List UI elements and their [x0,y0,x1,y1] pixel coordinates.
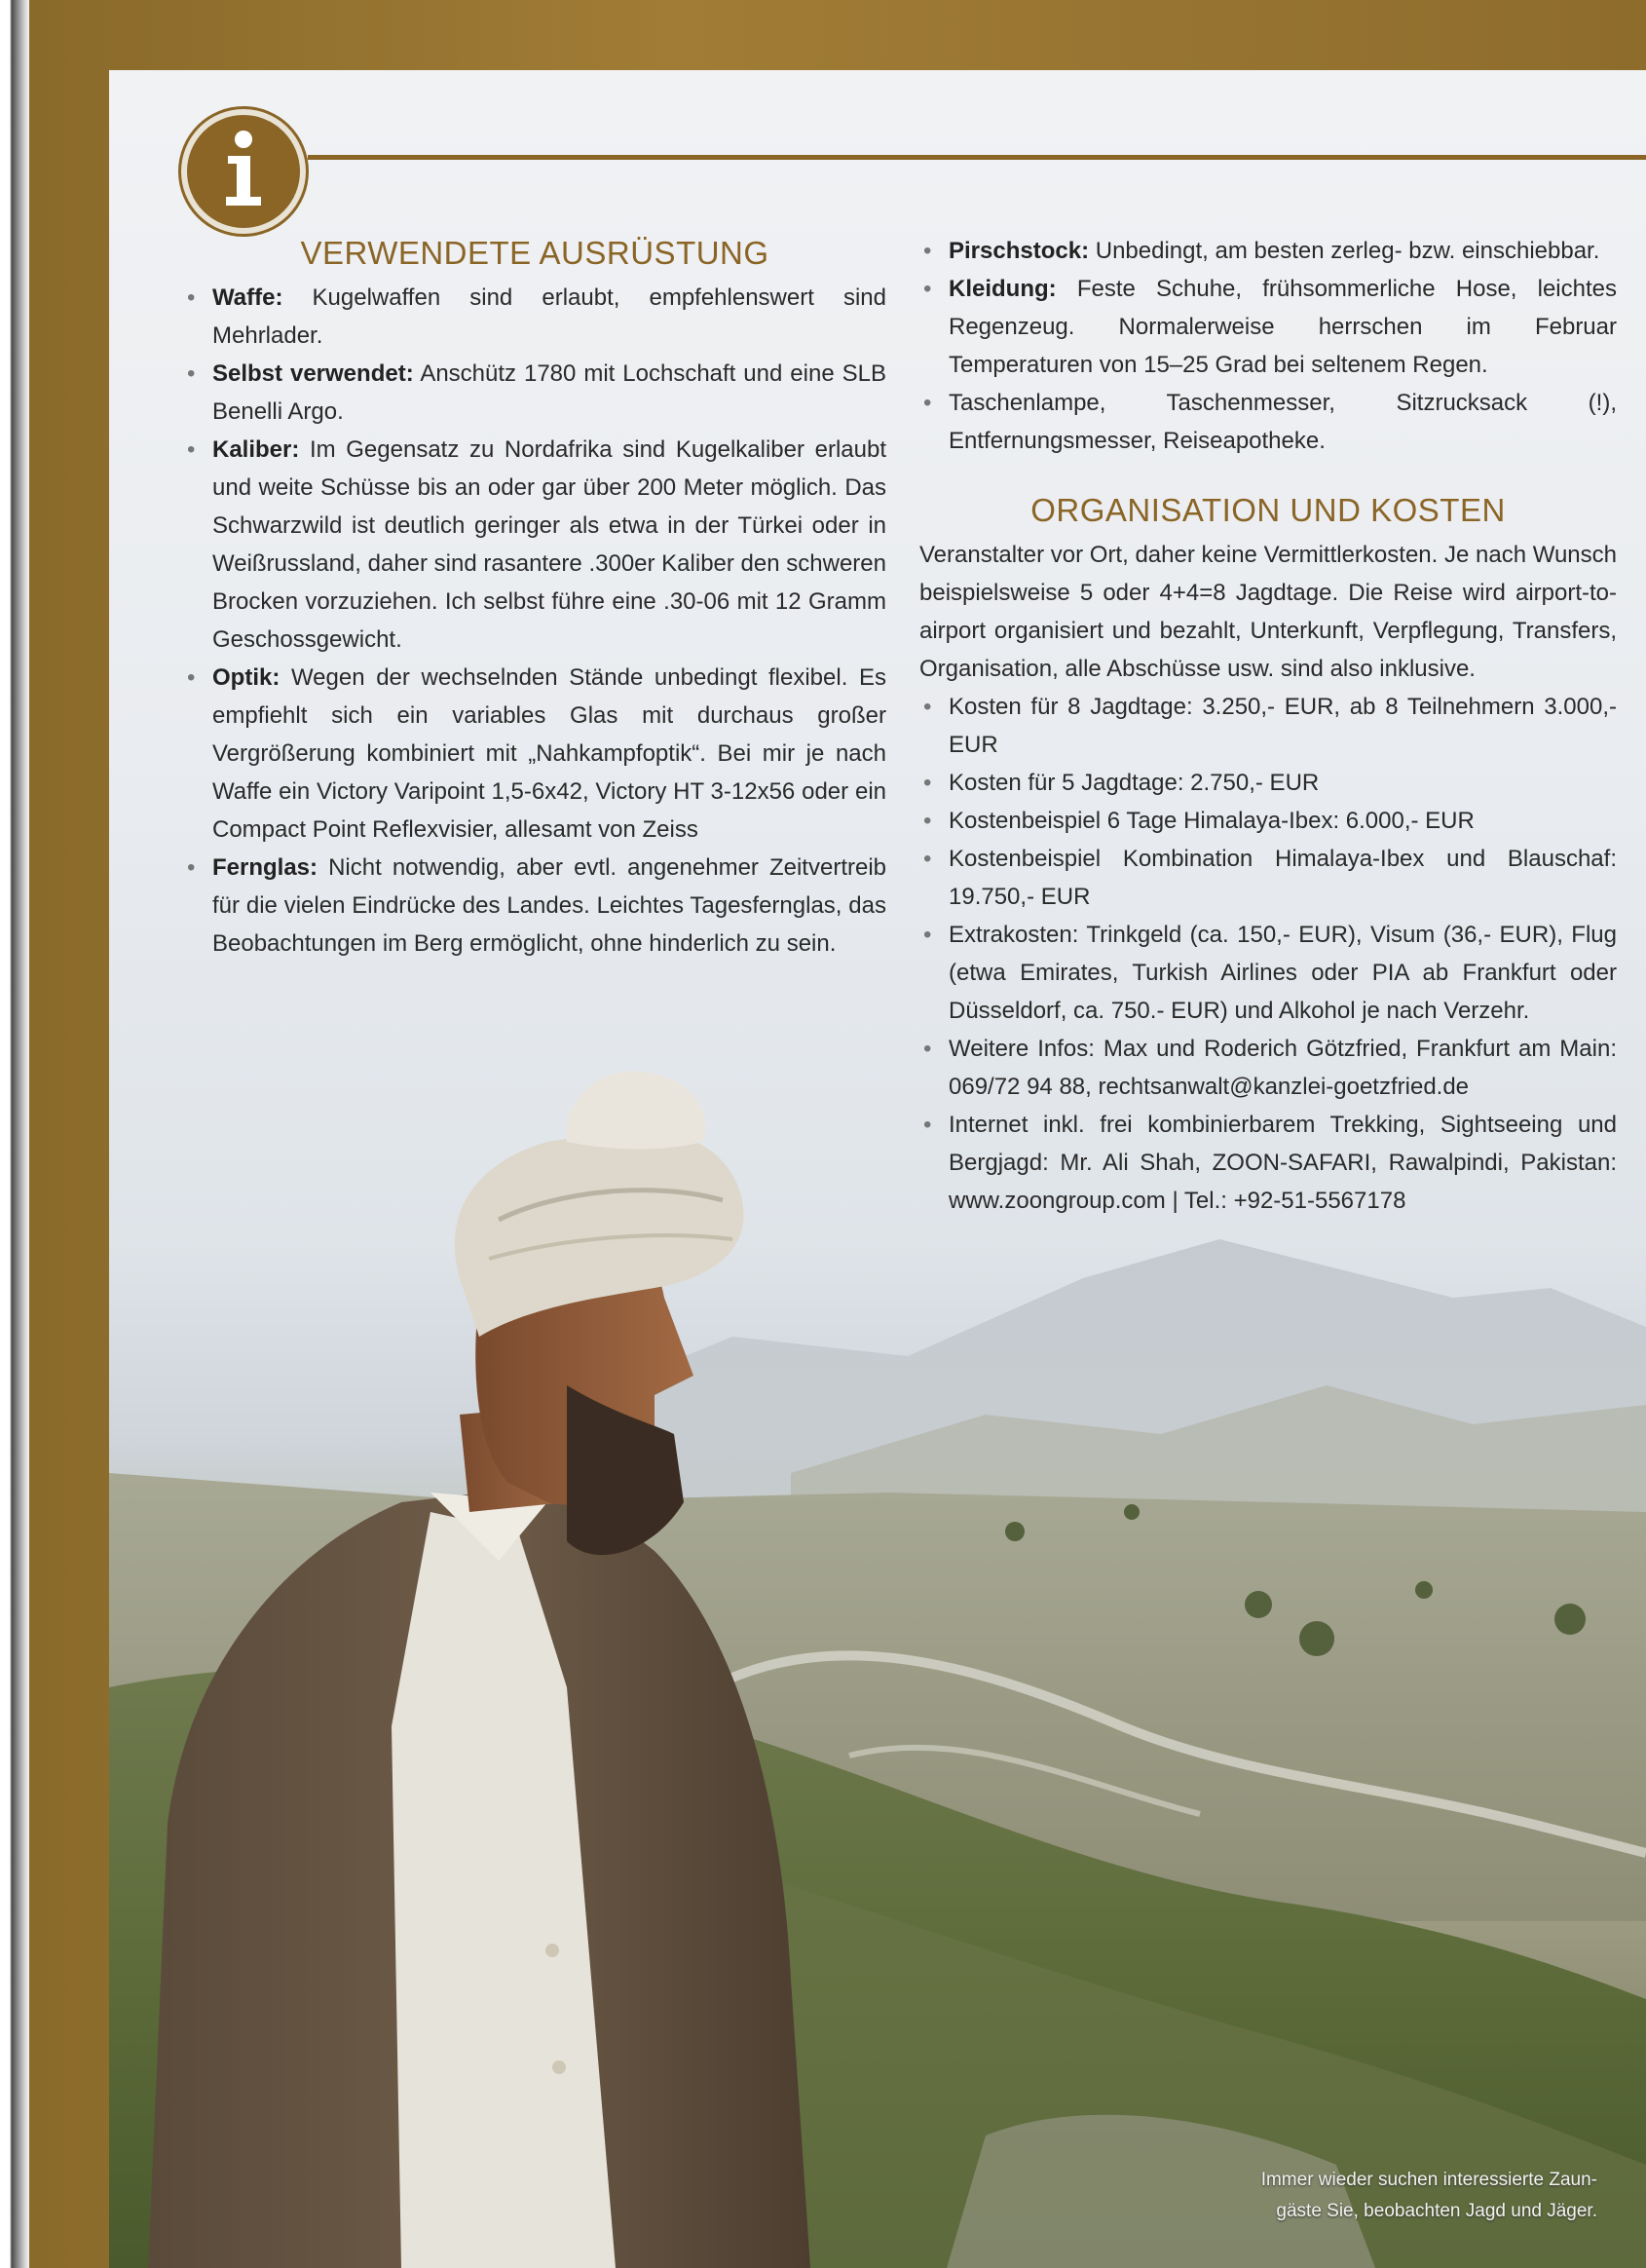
list-item: • Internet inkl. frei kombinierbarem Trekking, Sightseeing und Bergjagd: Mr. Ali Shah, ZOON-SAFARI, Rawalpindi, Pakistan: www.zoongroup.com | Tel.: +92-51-5567178 [919,1106,1617,1220]
info-icon [181,109,306,234]
organisation-intro: Veranstalter vor Ort, daher keine Vermittlerkosten. Je nach Wunsch beispielsweise 5 oder 4+4=8 Jagdtage. Die Reise wird airport-to-airport organisiert und bezahlt, Unterkunft, Verpflegung, Transfers, Organisation, alle Abschüsse usw. sind also inklusive. [919,542,1617,682]
list-item: • Kleidung: Feste Schuhe, frühsommerliche Hose, leichtes Regenzeug. Normalerweise herrschen im Februar Temperaturen von 15–25 Grad bei seltenem Regen. [919,270,1617,384]
section-title-organisation: ORGANISATION UND KOSTEN [1030,492,1506,528]
list-item: • Optik: Wegen der wechselnden Stände unbedingt flexibel. Es empfiehlt sich ein variables Glas mit durchaus großer Vergrößerung kombiniert mit „Nahkampfoptik“. Bei mir je nach Waffe ein Victory Varipoint 1,5-6x42, Victory HT 3-12x56 oder ein Compact Point Reflexvisier, allesamt von Zeiss [183,659,886,849]
caption-line-2: gäste Sie, beobachten Jagd und Jäger. [1276,2201,1597,2221]
list-item: • Kosten für 8 Jagdtage: 3.250,- EUR, ab 8 Teilnehmern 3.000,- EUR [919,688,1617,764]
equipment-list-continued [919,232,1617,460]
costs-list [919,688,1617,1220]
list-item: • Pirschstock: Unbedingt, am besten zerleg- bzw. einschiebbar. [919,232,1617,270]
header-rule [308,155,1646,160]
page-gutter [0,0,29,2268]
list-item: • Taschenlampe, Taschenmesser, Sitzrucksack (!), Entfernungsmesser, Reiseapotheke. [919,384,1617,460]
list-item: • Extrakosten: Trinkgeld (ca. 150,- EUR), Visum (36,- EUR), Flug (etwa Emirates, Turkish Airlines oder PIA ab Frankfurt oder Düsseldorf, ca. 750.- EUR) und Alkohol je nach Verzehr. [919,916,1617,1030]
photo-caption [1178,2165,1597,2227]
list-item: • Weitere Infos: Max und Roderich Götzfried, Frankfurt am Main: 069/72 94 88, rechtsanwalt@kanzlei-goetzfried.de [919,1030,1617,1106]
list-item: • Selbst verwendet: Anschütz 1780 mit Lochschaft und eine SLB Benelli Argo. [183,355,886,431]
section-title-equipment: VERWENDETE AUSRÜSTUNG [300,235,769,271]
equipment-column [183,232,886,963]
list-item: • Fernglas: Nicht notwendig, aber evtl. angenehmer Zeitvertreib für die vielen Eindrücke des Landes. Leichtes Tagesfernglas, das Beobachtungen im Berg ermöglicht, ohne hinderlich zu sein. [183,849,886,963]
list-item: • Waffe: Kugelwaffen sind erlaubt, empfehlenswert sind Mehrlader. [183,279,886,355]
list-item: • Kaliber: Im Gegensatz zu Nordafrika sind Kugelkaliber erlaubt und weite Schüsse bis an oder gar über 200 Meter möglich. Das Schwarzwild ist deutlich geringer als etwa in der Türkei oder in Weißrussland, daher sind rasantere .300er Kaliber den schweren Brocken vorzuziehen. Ich selbst führe eine .30-06 mit 12 Gramm Geschossgewicht. [183,431,886,659]
list-item: • Kosten für 5 Jagdtage: 2.750,- EUR [919,764,1617,802]
list-item: • Kostenbeispiel 6 Tage Himalaya-Ibex: 6.000,- EUR [919,802,1617,840]
caption-line-1: Immer wieder suchen interessierte Zaun- [1260,2170,1597,2190]
equipment-list [183,279,886,963]
list-item: • Kostenbeispiel Kombination Himalaya-Ibex und Blauschaf: 19.750,- EUR [919,840,1617,916]
organisation-column [919,232,1617,1220]
